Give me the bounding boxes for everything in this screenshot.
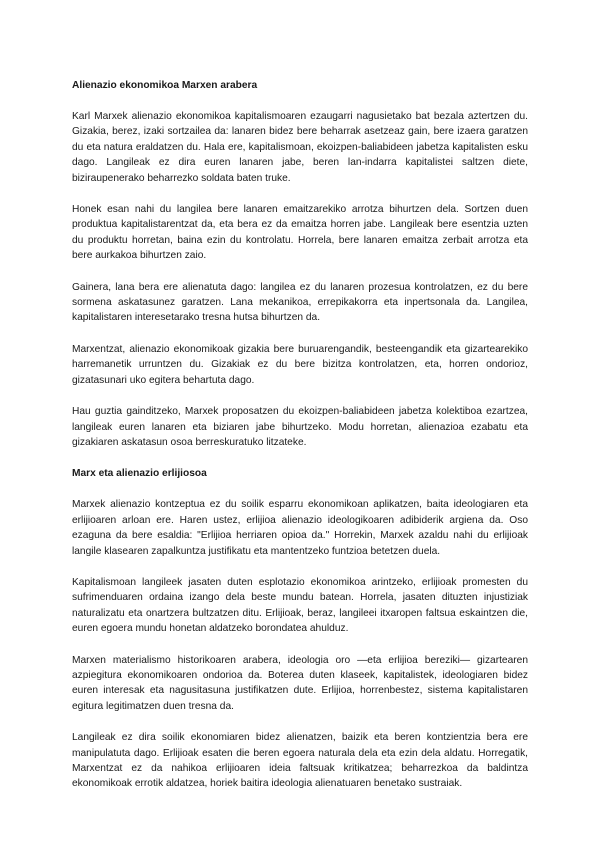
paragraph: Marxentzat, alienazio ekonomikoak gizakia bere buruarengandik, besteengandik eta gizartearekiko harremanetik urruntzen du. Gizakiak ez du bere bizitza kontrolatzen, eta, horren ondorioz, gizatasunari uko egitera behartuta dago. xyxy=(72,343,528,386)
paragraph: Hau guztia gainditzeko, Marxek proposatzen du ekoizpen-baliabideen jabetza kolektiboa ezartzea, langileak euren lanaren eta biziaren jabe bihurtzeko. Modu horretan, alienazioa ezabatu eta gizakiaren askatasun osoa berreskuratuko litzateke. xyxy=(72,406,528,448)
section-heading: Alienazio ekonomikoa Marxen arabera xyxy=(72,80,258,91)
paragraph: Marxek alienazio kontzeptua ez du soilik esparru ekonomikoan aplikatzen, baita ideologiaren eta erlijioaren arloan ere. Haren ustez, erlijioa alienazio ideologikoaren adibiderik argiena da. Oso ezaguna da bere esaldia: "Erlijioa herriaren opioa da." Horrekin, Marxek azaldu nahi du erlijioak langile klasearen zapalkuntza justifikatu eta mantentzeko funtzioa betetzen duela. xyxy=(72,499,528,557)
section-religious-alienation xyxy=(72,466,528,792)
paragraph: Honek esan nahi du langilea bere lanaren emaitzarekiko arrotza bihurtzen dela. Sortzen duen produktua kapitalistarentzat da, eta bera ez da emaitza horren jabe. Langileak bere esentzia uzten du produktu horretan, baina ezin du kontrolatu. Horrela, bere lanaren emaitza zerbait arrotza eta bere aurkakoa bihurtzen zaio. xyxy=(72,204,528,262)
paragraph: Marxen materialismo historikoaren arabera, ideologia oro —eta erlijioa bereziki— gizartearen azpiegitura ekonomikoaren ondorioa da. Boterea duten klaseek, kapitalistek, ideologiaren bidez euren interesak eta nagusitasuna justifikatzen dute. Erlijioa, horrenbestez, sistema kapitalistaren egitura legitimatzen duen tresna da. xyxy=(72,654,528,712)
paragraph: Gainera, lana bera ere alienatuta dago: langilea ez du lanaren prozesua kontrolatzen, ez du bere sormena askatasunez garatzen. Lana mekanikoa, errepikakorra eta inpertsonala da. Langilea, kapitalistaren interesetarako tresna hutsa bihurtzen da. xyxy=(72,281,528,324)
paragraph: Kapitalismoan langileek jasaten duten esplotazio ekonomikoa arintzeko, erlijioak promesten du sufrimenduaren ordaina izango dela beste mundu batean. Horrela, jasaten dituzten injustiziak naturalizatu eta onartzera bultzatzen ditu. Erlijioak, beraz, langileei itxaropen faltsua eskaintzen die, euren egoera mundu honetan aldatzeko borondatea ahulduz. xyxy=(72,576,528,635)
section-heading: Marx eta alienazio erlijiosoa xyxy=(72,468,207,480)
paragraph: Langileak ez dira soilik ekonomiaren bidez alienatzen, baizik eta beren kontzientzia bera ere manipulatuta dago. Erlijioak esaten die beren egoera naturala dela eta ezin dela aldatu. Horregatik, Marxentzat ez da nahikoa erlijioaren ideia faltsuak kritikatzea; beharrezkoa da baldintza ekonomikoak errotik aldatzea, horiek baitira ideologia alienatuaren benetako sustraiak. xyxy=(72,732,528,790)
section-economic-alienation xyxy=(72,78,528,450)
document-page xyxy=(72,78,528,808)
paragraph: Karl Marxek alienazio ekonomikoa kapitalismoaren ezaugarri nagusietako bat bezala aztertzen du. Gizakia, berez, izaki sortzailea da: lanaren bidez bere beharrak asetzeaz gain, bere izaera garatzen du eta natura eraldatzen du. Hala ere, kapitalismoan, ekoizpen-baliabideen jabetza kapitalisten esku dago. Langileak ez dira euren lanaren jabe, beren lan-indarra kapitalistei saltzen diete, biziraupenerako beharrezko soldata baten truke. xyxy=(72,111,528,184)
